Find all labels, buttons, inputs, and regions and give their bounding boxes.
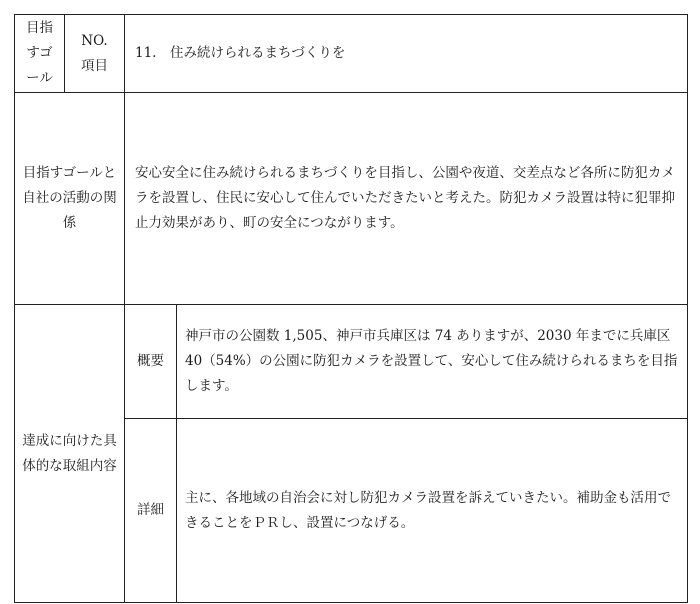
relation-label: 目指すゴールと自社の活動の関係 bbox=[22, 165, 117, 231]
goal-value-cell bbox=[125, 15, 688, 93]
no-label-line-2: 項目 bbox=[81, 57, 108, 74]
no-label-cell bbox=[65, 15, 125, 93]
detail-label-cell bbox=[125, 419, 177, 603]
detail-text: 主に、各地域の自治会に対し防犯カメラ設置を訴えていきたい。補助金も活用できることをＰＲし、設置につなげる。 bbox=[185, 489, 671, 531]
goal-label-line-3: ール bbox=[26, 70, 53, 86]
initiatives-label: 達成に向けた具体的な取組内容 bbox=[22, 432, 117, 474]
overview-text-cell bbox=[177, 305, 688, 419]
goal-label-line-2: すゴ bbox=[26, 45, 53, 61]
sdgs-table-wrapper bbox=[14, 14, 688, 603]
relation-label-cell bbox=[15, 93, 125, 305]
relation-text-cell bbox=[125, 93, 688, 305]
overview-row bbox=[15, 305, 688, 419]
goal-label-line-1: 目指 bbox=[26, 20, 53, 36]
detail-label: 詳細 bbox=[137, 502, 164, 518]
header-row bbox=[15, 15, 688, 93]
goal-label-cell bbox=[15, 15, 65, 93]
no-label-line-1: NO. bbox=[81, 32, 108, 49]
detail-text-cell bbox=[177, 419, 688, 603]
sdgs-goal-table bbox=[14, 14, 688, 603]
overview-label: 概要 bbox=[137, 353, 164, 369]
relation-row bbox=[15, 93, 688, 305]
relation-text: 安心安全に住み続けられるまちづくりを目指し、公園や夜道、交差点など各所に防犯カメラを設置し、住民に安心して住んでいただきたいと考えた。防犯カメラ設置は特に犯罪抑止力効果があり、町の安全につながります。 bbox=[135, 165, 675, 231]
overview-label-cell bbox=[125, 305, 177, 419]
overview-text: 神戸市の公園数 1,505、神戸市兵庫区は 74 ありますが、2030 年までに兵庫区 40（54%）の公園に防犯カメラを設置して、安心して住み続けられるまちを目指します。 bbox=[185, 328, 678, 394]
goal-value: 11. 住み続けられるまちづくりを bbox=[135, 45, 346, 61]
initiatives-label-cell bbox=[15, 305, 125, 603]
